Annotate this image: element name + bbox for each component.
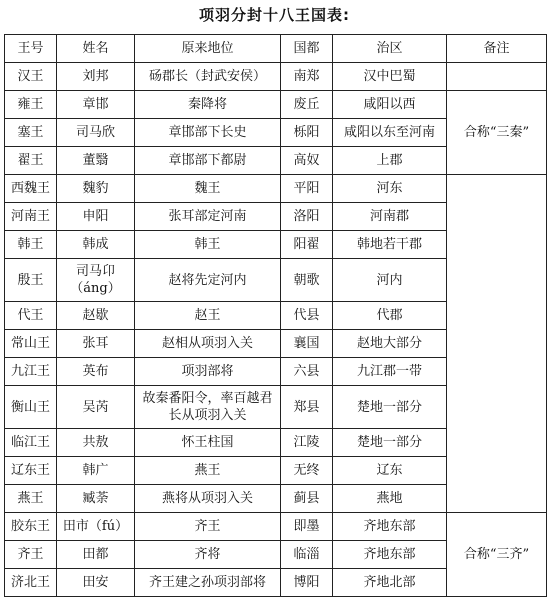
cell-capital: 郑县 xyxy=(281,386,333,429)
cell-capital: 平阳 xyxy=(281,175,333,203)
cell-region: 辽东 xyxy=(333,457,447,485)
cell-name: 英布 xyxy=(57,358,135,386)
cell-origin: 故秦番阳令，率百越君长从项羽入关 xyxy=(135,386,281,429)
cell-origin: 项羽部将 xyxy=(135,358,281,386)
cell-origin: 齐王 xyxy=(135,513,281,541)
table-row xyxy=(5,91,547,119)
cell-name: 赵歇 xyxy=(57,302,135,330)
cell-note xyxy=(447,175,547,513)
note-sanqi: 合称“三齐” xyxy=(447,513,547,597)
cell-name: 司马欣 xyxy=(57,119,135,147)
cell-title: 雍王 xyxy=(5,91,57,119)
cell-origin: 齐王建之孙项羽部将 xyxy=(135,569,281,597)
header-row xyxy=(5,35,547,63)
cell-title: 河南王 xyxy=(5,203,57,231)
header-cell: 王号 xyxy=(5,35,57,63)
cell-name: 田安 xyxy=(57,569,135,597)
cell-name: 魏豹 xyxy=(57,175,135,203)
cell-origin: 齐将 xyxy=(135,541,281,569)
table-row xyxy=(5,513,547,541)
cell-origin: 赵王 xyxy=(135,302,281,330)
cell-origin: 赵将先定河内 xyxy=(135,259,281,302)
cell-origin: 张耳部定河南 xyxy=(135,203,281,231)
cell-title: 胶东王 xyxy=(5,513,57,541)
cell-name: 共敖 xyxy=(57,429,135,457)
cell-region: 咸阳以西 xyxy=(333,91,447,119)
cell-region: 上郡 xyxy=(333,147,447,175)
cell-region: 楚地一部分 xyxy=(333,429,447,457)
cell-name: 田市（fú） xyxy=(57,513,135,541)
cell-region: 咸阳以东至河南 xyxy=(333,119,447,147)
header-cell: 原来地位 xyxy=(135,35,281,63)
cell-capital: 襄国 xyxy=(281,330,333,358)
cell-region: 赵地大部分 xyxy=(333,330,447,358)
cell-title: 齐王 xyxy=(5,541,57,569)
cell-title: 衡山王 xyxy=(5,386,57,429)
cell-name: 章邯 xyxy=(57,91,135,119)
cell-title: 济北王 xyxy=(5,569,57,597)
cell-capital: 废丘 xyxy=(281,91,333,119)
cell-title: 翟王 xyxy=(5,147,57,175)
table-title: 项羽分封十八王国表: xyxy=(199,6,350,24)
cell-capital: 江陵 xyxy=(281,429,333,457)
cell-capital: 蓟县 xyxy=(281,485,333,513)
cell-title: 燕王 xyxy=(5,485,57,513)
table-row xyxy=(5,63,547,91)
cell-region: 齐地东部 xyxy=(333,541,447,569)
header-cell: 姓名 xyxy=(57,35,135,63)
cell-title: 韩王 xyxy=(5,231,57,259)
cell-region: 楚地一部分 xyxy=(333,386,447,429)
cell-name: 刘邦 xyxy=(57,63,135,91)
cell-origin: 韩王 xyxy=(135,231,281,259)
cell-region: 燕地 xyxy=(333,485,447,513)
table-row xyxy=(5,175,547,203)
cell-capital: 南郑 xyxy=(281,63,333,91)
cell-title: 汉王 xyxy=(5,63,57,91)
header-cell: 国都 xyxy=(281,35,333,63)
kings-table xyxy=(4,34,547,597)
cell-name: 申阳 xyxy=(57,203,135,231)
cell-region: 代郡 xyxy=(333,302,447,330)
cell-title: 九江王 xyxy=(5,358,57,386)
cell-origin: 燕王 xyxy=(135,457,281,485)
cell-title: 塞王 xyxy=(5,119,57,147)
cell-region: 齐地北部 xyxy=(333,569,447,597)
cell-title: 临江王 xyxy=(5,429,57,457)
cell-origin: 砀郡长（封武安侯） xyxy=(135,63,281,91)
cell-capital: 阳翟 xyxy=(281,231,333,259)
cell-region: 齐地东部 xyxy=(333,513,447,541)
cell-region: 河内 xyxy=(333,259,447,302)
cell-origin: 魏王 xyxy=(135,175,281,203)
cell-title: 辽东王 xyxy=(5,457,57,485)
header-cell: 备注 xyxy=(447,35,547,63)
cell-origin: 燕将从项羽入关 xyxy=(135,485,281,513)
cell-capital: 洛阳 xyxy=(281,203,333,231)
cell-capital: 博阳 xyxy=(281,569,333,597)
cell-capital: 高奴 xyxy=(281,147,333,175)
note-sanqin: 合称“三秦” xyxy=(447,91,547,175)
cell-name: 董翳 xyxy=(57,147,135,175)
cell-capital: 朝歌 xyxy=(281,259,333,302)
cell-region: 韩地若干郡 xyxy=(333,231,447,259)
cell-name: 臧荼 xyxy=(57,485,135,513)
cell-title: 代王 xyxy=(5,302,57,330)
cell-origin: 章邯部下长史 xyxy=(135,119,281,147)
cell-capital: 栎阳 xyxy=(281,119,333,147)
cell-capital: 代县 xyxy=(281,302,333,330)
cell-origin: 怀王柱国 xyxy=(135,429,281,457)
header-cell: 治区 xyxy=(333,35,447,63)
cell-name: 韩广 xyxy=(57,457,135,485)
cell-capital: 无终 xyxy=(281,457,333,485)
cell-origin: 秦降将 xyxy=(135,91,281,119)
cell-name: 吴芮 xyxy=(57,386,135,429)
cell-origin: 章邯部下都尉 xyxy=(135,147,281,175)
cell-region: 九江郡一带 xyxy=(333,358,447,386)
cell-name: 司马卬（áng） xyxy=(57,259,135,302)
cell-capital: 六县 xyxy=(281,358,333,386)
cell-title: 西魏王 xyxy=(5,175,57,203)
cell-region: 河南郡 xyxy=(333,203,447,231)
cell-region: 河东 xyxy=(333,175,447,203)
cell-title: 常山王 xyxy=(5,330,57,358)
cell-capital: 临淄 xyxy=(281,541,333,569)
cell-name: 韩成 xyxy=(57,231,135,259)
cell-title: 殷王 xyxy=(5,259,57,302)
cell-capital: 即墨 xyxy=(281,513,333,541)
cell-name: 田都 xyxy=(57,541,135,569)
cell-origin: 赵相从项羽入关 xyxy=(135,330,281,358)
cell-note xyxy=(447,63,547,91)
cell-name: 张耳 xyxy=(57,330,135,358)
cell-region: 汉中巴蜀 xyxy=(333,63,447,91)
